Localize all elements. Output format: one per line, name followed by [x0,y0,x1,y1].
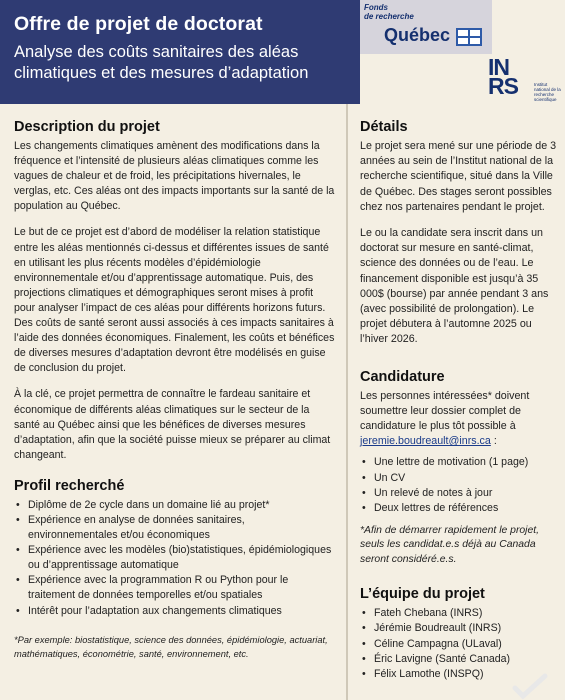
profil-footnote: *Par exemple: biostatistique, science des données, épidémiologie, actuariat, mathématiques, économétrie, santé, environnement, etc. [14,634,328,659]
list-item: • Fateh Chebana (INRS) [360,606,557,621]
header [0,0,565,104]
description-paragraph-2: Le but de ce projet est d’abord de modéliser la relation statistique entre les aléas mentionnés ci-dessus et différentes issues de santé en utilisant les plus récents modèles d’épidémiologie environnementale et/ou d’apprentissage automatique. Puis, des projections climatiques et démographiques seront mises à profit pour analyser l’impact de ces aléas pour différents horizons futurs. Des coûts de santé seront aussi associés à ces impacts sanitaires à l’aide des données économiques. Finalement, les coûts et bénéfices de diverses mesures d’adaptation devront être modélisés en guise de conclusion du projet. [14,226,335,375]
contact-email-link[interactable]: jeremie.boudreault@inrs.ca [360,435,491,448]
frq-logo-line1: Fonds [364,3,388,12]
candidature-intro [360,389,557,450]
details-paragraph-2: Le ou la candidate sera inscrit dans un doctorat sur mesure en santé-climat, science des données ou de l’eau. Le financement disponible est jusqu’à 35 000$ (bourse) par année pendant 3 ans (avec possibilité de prolongation). Le projet débutera à l’automne 2025 ou l’hiver 2026. [360,227,549,346]
details-paragraph-1: Le projet sera mené sur une période de 3 années au sein de l’Institut national de la recherche scientifique, situé dans la Ville de Québec. Des stages seront possibles chez nos partenaires pendant le projet. [360,140,557,213]
frq-logo-quebec: Québec [384,25,451,45]
list-item: • Un CV [360,471,557,486]
list-item: • Jérémie Boudreault (INRS) [360,621,557,636]
list-item: • Un relevé de notes à jour [360,486,557,501]
description-heading: Description du projet [14,119,160,135]
list-item: • Félix Lamothe (INSPQ) [360,667,557,682]
equipe-list [360,606,557,681]
inrs-logo-bottom: RS [488,73,518,99]
inrs-logo-subtitle: Institut national de la recherche scientifique [534,82,561,102]
frq-logo [360,0,492,54]
inrs-logo [488,54,532,99]
title-banner [0,0,360,104]
description-paragraph-3: À la clé, ce projet permettra de connaître le fardeau sanitaire et économique de différents aléas climatiques sur le secteur de la santé au Québec ainsi que les bénéfices de diverses mesures d’adaptation, afin que la société puisse mieux se préparer au climat changeant. [14,388,331,461]
right-column [350,104,565,700]
list-item: • Diplôme de 2e cycle dans un domaine lié au projet* [14,498,336,513]
candidature-colon: : [490,435,497,448]
page-title: Offre de projet de doctorat [14,13,263,35]
frq-logo-line2: de recherche [364,11,414,21]
profil-heading: Profil recherché [14,477,125,494]
candidature-list [360,455,557,515]
candidature-intro-text: Les personnes intéressées* doivent soumettre leur dossier complet de candidature le plus tôt possible à [360,389,530,433]
fleurdelise-flag-icon [456,28,482,46]
list-item: • Éric Lavigne (Santé Canada) [360,652,557,667]
logos-area [360,0,565,104]
list-item: • Deux lettres de références [360,501,557,516]
left-column [0,104,348,700]
profil-list [14,498,336,619]
list-item: • Expérience avec la programmation R ou Python pour le traitement de données temporelles et/ou spatiales [14,573,336,603]
description-paragraph-1: Les changements climatiques amènent des modifications dans la fréquence et l’intensité de plusieurs aléas climatiques comme les vagues de chaleur et de froid, les précipitations hivernales, le verglas, etc. Ces aléas ont des impacts importants sur la santé de la population au Québec. [14,140,335,213]
equipe-heading: L’équipe du projet [360,586,485,603]
page-subtitle: Analyse des coûts sanitaires des aléas climatiques et des mesures d’adaptation [14,43,309,82]
list-item: • Expérience en analyse de données sanitaires, environnementales et/ou économiques [14,513,336,543]
inrs-logo-top: IN [488,54,509,80]
list-item: • Intérêt pour l’adaptation aux changements climatiques [14,604,336,619]
checkmark-icon [505,672,565,700]
candidature-footnote: *Afin de démarrer rapidement le projet, seuls les candidat.e.s déjà au Canada seront considéré.e.s. [360,524,540,565]
candidature-heading: Candidature [360,368,445,385]
list-item: • Une lettre de motivation (1 page) [360,455,557,470]
list-item: • Expérience avec les modèles (bio)statistiques, épidémiologiques ou d’apprentissage automatique [14,543,336,573]
list-item: • Céline Campagna (ULaval) [360,637,557,652]
details-heading: Détails [360,119,408,135]
